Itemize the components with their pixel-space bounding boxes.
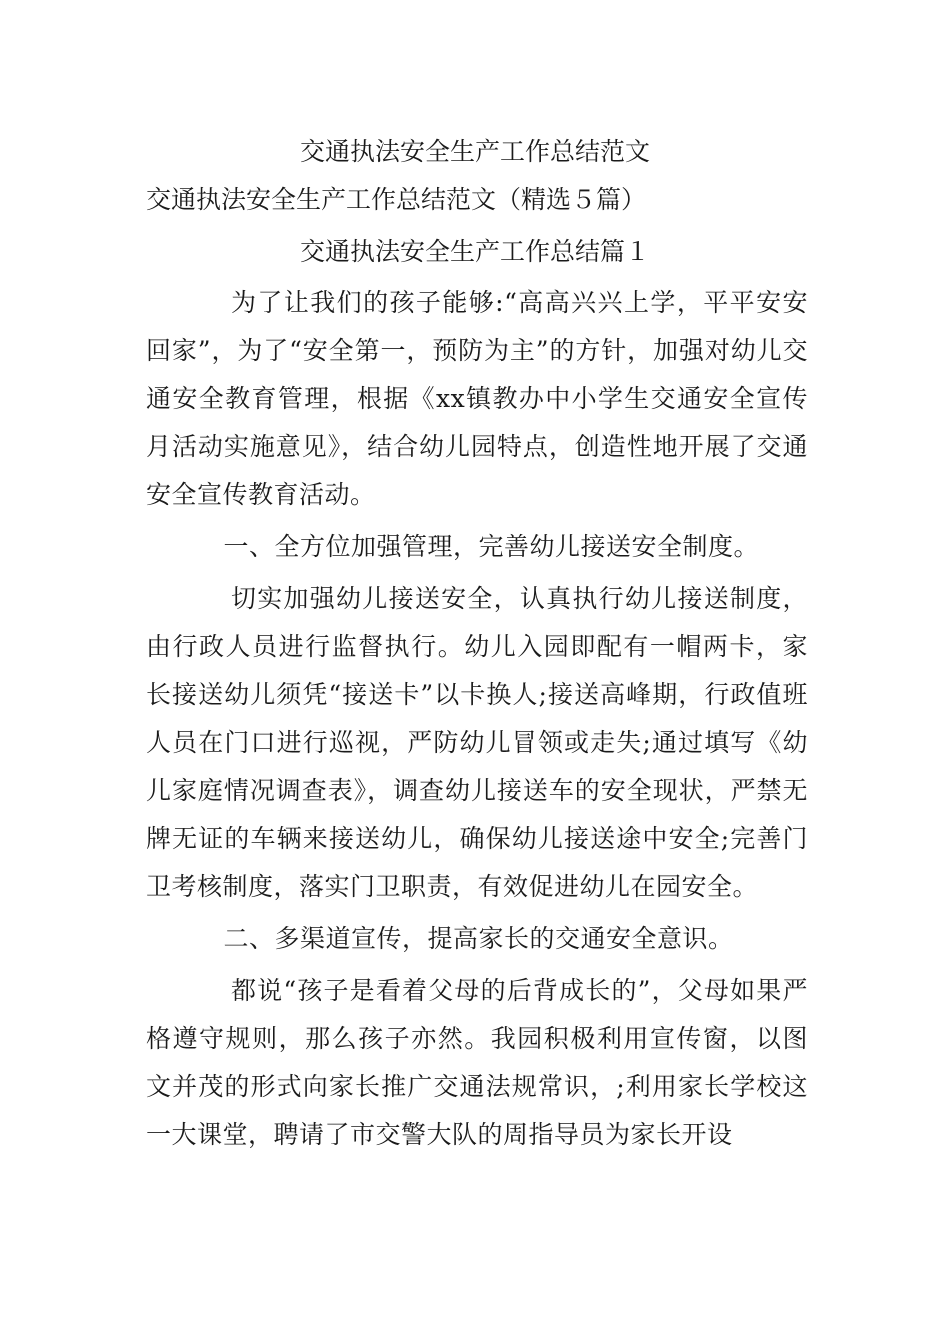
- paragraph-body-2: 都说“孩子是看着父母的后背成长的”，父母如果严格遵守规则，那么孩子亦然。我园积极利用宣传窗，以图文并茂的形式向家长推广交通法规常识，;利用家长学校这一大课堂，聘请了市交警大队的周指导员为家长开设: [146, 976, 808, 1149]
- document-subtitle: 交通执法安全生产工作总结范文（精选５篇）: [146, 185, 647, 214]
- paragraph-body-1: 切实加强幼儿接送安全，认真执行幼儿接送制度，由行政人员进行监督执行。幼儿入园即配有一帽两卡，家长接送幼儿须凭“接送卡”以卡换人;接送高峰期，行政值班人员在门口进行巡视，严防幼儿冒领或走失;通过填写《幼儿家庭情况调查表》，调查幼儿接送车的安全现状，严禁无牌无证的车辆来接送幼儿，确保幼儿接送途中安全;完善门卫考核制度，落实门卫职责，有效促进幼儿在园安全。: [146, 584, 808, 901]
- document-body: [146, 279, 808, 1159]
- document-title: 交通执法安全生产工作总结范文: [299, 137, 650, 166]
- paragraph-heading-2: 二、多渠道宣传，提高家长的交通安全意识。: [223, 924, 734, 953]
- paragraph-intro: 为了让我们的孩子能够:“高高兴兴上学，平平安安回家”，为了“安全第一，预防为主”的方针，加强对幼儿交通安全教育管理，根据《xx镇教办中小学生交通安全宣传月活动实施意见》，结合幼儿园特点，创造性地开展了交通安全宣传教育活动。: [146, 288, 808, 509]
- section-title: 交通执法安全生产工作总结篇１: [299, 237, 650, 266]
- paragraph-heading-1: 一、全方位加强管理，完善幼儿接送安全制度。: [223, 532, 760, 561]
